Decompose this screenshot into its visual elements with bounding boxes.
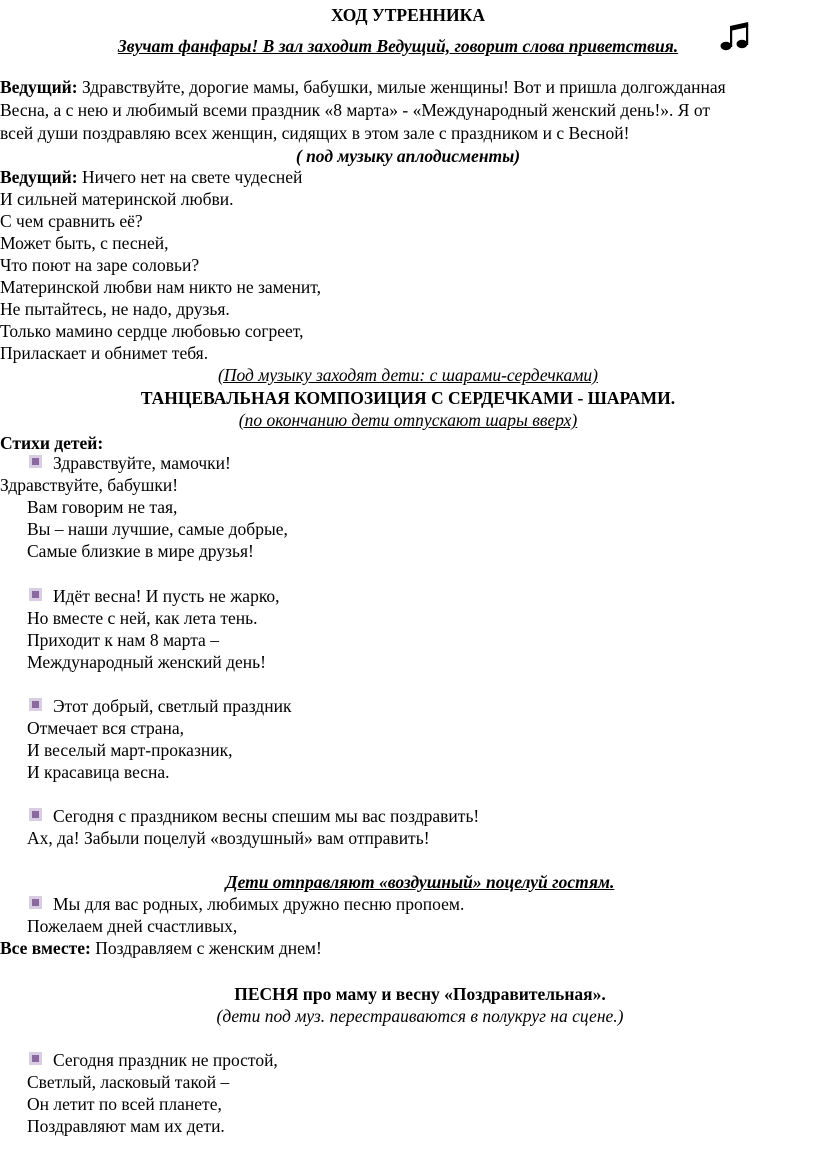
poem-line: Сегодня праздник не простой, xyxy=(53,1050,278,1070)
poem-line: Ах, да! Забыли поцелуй «воздушный» вам отправить! xyxy=(27,828,430,848)
all-together-line: Все вместе: Поздравляем с женским днем! xyxy=(0,938,322,958)
poem-line: И красавица весна. xyxy=(27,762,170,782)
poem-line: Здравствуйте, бабушки! xyxy=(0,475,179,495)
host-poem-line: Не пытайтесь, не надо, друзья. xyxy=(0,299,230,319)
poem-line: Пожелаем дней счастливых, xyxy=(27,916,238,936)
square-bullet-icon xyxy=(29,455,42,468)
poem-line: Мы для вас родных, любимых дружно песню пропоем. xyxy=(53,894,465,914)
host-poem-line: Что поют на заре соловьи? xyxy=(0,255,200,275)
speaker-label: Все вместе: xyxy=(0,938,91,958)
host-greeting-line-2: Весна, а с нею и любимый всеми праздник «8 марта» - «Международный женский день!». Я от xyxy=(0,100,710,120)
intro-direction: Звучат фанфары! В зал заходит Ведущий, говорит слова приветствия. xyxy=(117,36,679,56)
song-title: ПЕСНЯ про маму и весну «Поздравительная». xyxy=(234,984,606,1004)
poem-line: Но вместе с ней, как лета тень. xyxy=(27,608,258,628)
square-bullet-icon xyxy=(29,588,42,601)
poem-line: Поздравляют мам их дети. xyxy=(27,1116,225,1136)
children-enter-direction: (Под музыку заходят дети: с шарами-сердечками) xyxy=(218,365,598,385)
host-poem-line: Только мамино сердце любовью согреет, xyxy=(0,321,304,341)
square-bullet-icon xyxy=(29,698,42,711)
poem-line: Сегодня с праздником весны спешим мы вас поздравить! xyxy=(53,806,480,826)
applause-direction: ( под музыку аплодисменты) xyxy=(295,146,521,166)
poem-line: Отмечает вся страна, xyxy=(27,718,185,738)
square-bullet-icon xyxy=(29,808,42,821)
square-bullet-icon xyxy=(29,1052,42,1065)
host-greeting-line-3: всей души поздравляю всех женщин, сидящих в этом зале с праздником и с Весной! xyxy=(0,123,630,143)
kiss-direction: Дети отправляют «воздушный» поцелуй гостям. xyxy=(225,872,615,892)
poem-line: Этот добрый, светлый праздник xyxy=(53,696,292,716)
dance-title: ТАНЦЕВАЛЬНАЯ КОМПОЗИЦИЯ С СЕРДЕЧКАМИ - ШАРАМИ. xyxy=(140,388,676,408)
speaker-label: Ведущий: xyxy=(0,167,78,187)
poem-line: И веселый март-проказник, xyxy=(27,740,233,760)
host-poem-line-1: Ведущий: Ничего нет на свете чудесней xyxy=(0,167,303,187)
host-poem-line: Может быть, с песней, xyxy=(0,233,169,253)
host-greeting-line-1: Ведущий: Здравствуйте, дорогие мамы, бабушки, милые женщины! Вот и пришла долгожданная xyxy=(0,77,726,97)
children-poems-heading: Стихи детей: xyxy=(0,433,104,453)
square-bullet-icon xyxy=(29,896,42,909)
host-poem-line: С чем сравнить её? xyxy=(0,211,143,231)
dance-direction: (по окончанию дети отпускают шары вверх) xyxy=(238,410,578,430)
page-title: ХОД УТРЕННИКА xyxy=(331,5,485,25)
poem-line: Он летит по всей планете, xyxy=(27,1094,222,1114)
host-poem-line: Материнской любви нам никто не заменит, xyxy=(0,277,321,297)
poem-line: Здравствуйте, мамочки! xyxy=(53,453,231,473)
poem-line: Приходит к нам 8 марта – xyxy=(27,630,219,650)
speaker-label: Ведущий: xyxy=(0,77,78,97)
poem-line: Вам говорим не тая, xyxy=(27,497,178,517)
song-direction: (дети под муз. перестраиваются в полукруг на сцене.) xyxy=(216,1006,624,1026)
host-poem-line: И сильней материнской любви. xyxy=(0,189,234,209)
poem-line: Светлый, ласковый такой – xyxy=(27,1072,230,1092)
music-note-icon xyxy=(719,20,749,54)
poem-line: Международный женский день! xyxy=(27,652,266,672)
host-poem-line: Приласкает и обнимет тебя. xyxy=(0,343,209,363)
poem-line: Самые близкие в мире друзья! xyxy=(27,541,254,561)
poem-line: Идёт весна! И пусть не жарко, xyxy=(53,586,280,606)
poem-line: Вы – наши лучшие, самые добрые, xyxy=(27,519,288,539)
